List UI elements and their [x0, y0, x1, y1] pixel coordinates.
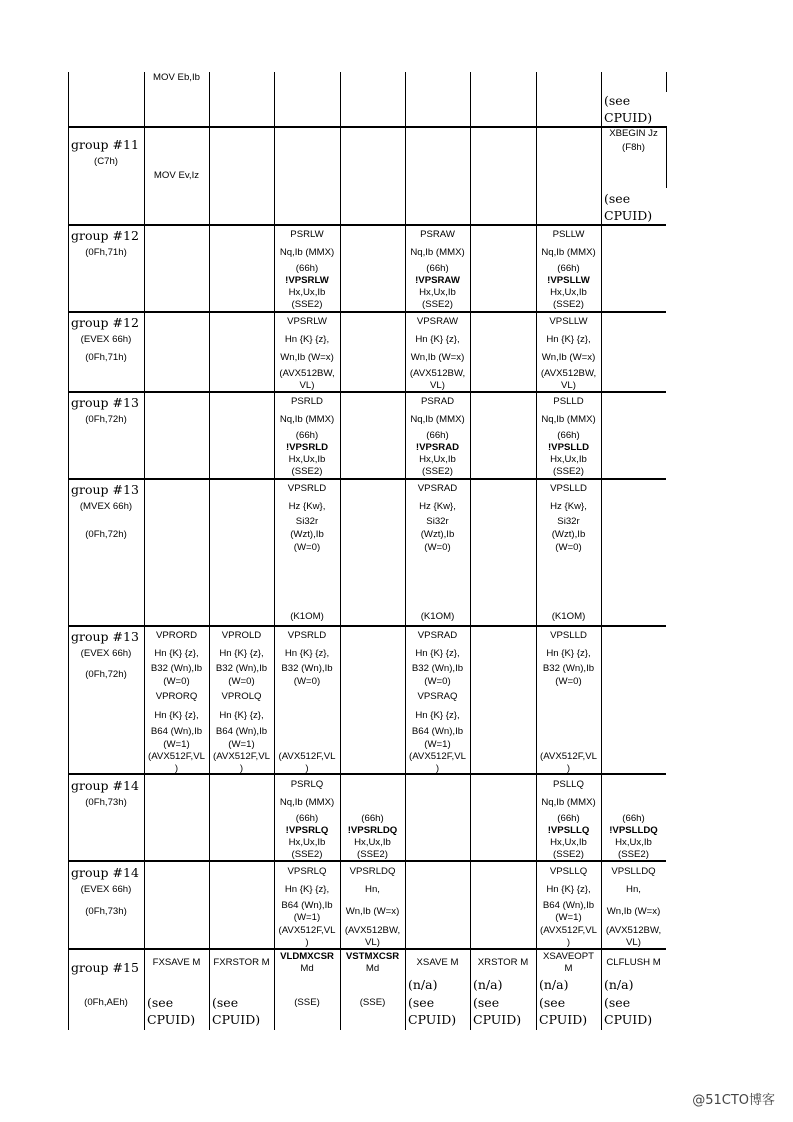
cell-text: ) [435, 763, 440, 774]
cell-text: VSTMXCSR [345, 951, 400, 962]
group-label: group #14 [71, 778, 139, 793]
cell-text: (Wzt),Ib [420, 529, 455, 540]
opcode-label: (0Fh,72h) [85, 529, 127, 540]
cell-text: Wn,Ib (W=x) [410, 352, 465, 363]
cell-text: (see [408, 995, 435, 1010]
cell-text: (W=1) [163, 739, 190, 750]
cell-text: Md [365, 963, 380, 974]
cell-text: Wn,Ib (W=x) [280, 352, 334, 363]
cell-text: B64 (Wn),Ib [281, 900, 333, 911]
cell-text: !VPSRLQ [285, 825, 329, 836]
cell-text: (K1OM) [290, 611, 324, 622]
cell-text: Hn, [626, 884, 641, 895]
cell-text: (66h) [557, 430, 580, 441]
cell-text: (66h) [557, 263, 580, 274]
cell-text: (SSE2) [357, 849, 388, 860]
cell-text: CPUID) [604, 1012, 653, 1027]
cell-text: !VPSLLDQ [609, 825, 658, 836]
cell-text: B64 (Wn),Ib [542, 900, 595, 911]
cell-text: PSLLD [553, 396, 584, 407]
cell-text: Wn,Ib (W=x) [541, 352, 596, 363]
cell-text: VPRORQ [155, 691, 198, 702]
opcode-label: (0Fh,71h) [85, 352, 127, 363]
row-border [68, 478, 666, 480]
cell-text: FXRSTOR M [213, 957, 270, 968]
cell-text: (see [604, 995, 631, 1010]
cell-text: (n/a) [539, 977, 569, 992]
cell-text: Hx,Ux,Ib [419, 454, 456, 465]
cell-text: Hn {K} {z}, [284, 884, 330, 895]
cell-text: Hn {K} {z}, [415, 334, 460, 345]
cell-text: XRSTOR M [477, 957, 529, 968]
opcode-label: (0Fh,72h) [85, 414, 127, 425]
cell-text: CPUID) [604, 110, 653, 125]
cell-text: B32 (Wn),Ib [411, 663, 464, 674]
cell-text: !VPSLLW [547, 275, 590, 286]
cell-text: (W=0) [424, 542, 451, 553]
cell-text: (Wzt),Ib [551, 529, 586, 540]
cell-text: (SSE2) [553, 466, 584, 477]
opcode-label: (EVEX 66h) [80, 884, 132, 895]
cell-text: PSRLD [291, 396, 323, 407]
cell-text: (AVX512F,VL [213, 751, 270, 762]
cell-text: Wn,Ib (W=x) [606, 906, 661, 917]
cell-text: (SSE2) [553, 849, 584, 860]
cell-text: (W=0) [555, 676, 582, 687]
cell-text: (F8h) [622, 142, 645, 153]
cell-text: B32 (Wn),Ib [542, 663, 595, 674]
cell-text: (AVX512BW, [279, 368, 335, 379]
cell-text: (W=0) [555, 542, 582, 553]
cell-text: (66h) [622, 813, 645, 824]
cell-text: Hx,Ux,Ib [550, 837, 587, 848]
column-border [470, 72, 471, 1030]
group-label: group #13 [71, 629, 139, 644]
cell-text: VPSRAD [417, 483, 458, 494]
cell-text: (K1OM) [420, 611, 455, 622]
cell-text: (66h) [295, 263, 319, 274]
watermark: @51CTO博客 [692, 1093, 775, 1108]
cell-text: PSRAD [420, 396, 455, 407]
cell-text: Hz {Kw}, [550, 501, 587, 512]
cell-text: Hx,Ux,Ib [288, 287, 326, 298]
cell-text: (AVX512BW, [540, 368, 597, 379]
cell-text: Hn {K} {z}, [154, 710, 199, 721]
group-label: group #11 [71, 137, 139, 152]
cell-text: FXSAVE M [152, 957, 201, 968]
cell-text: (SSE2) [291, 849, 323, 860]
cell-text: (66h) [295, 813, 319, 824]
group-label: group #12 [71, 228, 139, 243]
cell-text: VPSLLQ [549, 866, 588, 877]
group-label: group #13 [71, 395, 139, 410]
cell-text: XBEGIN Jz [609, 128, 658, 139]
cell-text: (66h) [295, 430, 319, 441]
cell-text: VPSLLDQ [611, 866, 656, 877]
cell-text: B32 (Wn),Ib [215, 663, 268, 674]
cell-text: Hn {K} {z}, [415, 710, 460, 721]
cell-text: VPSRAW [416, 316, 459, 327]
cell-text: (SSE2) [422, 466, 453, 477]
cell-text: CPUID) [604, 208, 653, 223]
cell-text: ) [305, 763, 309, 774]
cell-text: Hn {K} {z}, [546, 648, 591, 659]
cell-text: MOV Eb,Ib [153, 72, 200, 83]
cell-text: Hn {K} {z}, [284, 648, 330, 659]
cell-text: (66h) [426, 263, 449, 274]
cell-text: (W=1) [228, 739, 255, 750]
opcode-label: (C7h) [94, 156, 118, 167]
cell-text: (SSE2) [422, 299, 453, 310]
cell-text: (SSE2) [553, 299, 584, 310]
cell-text: VPROLQ [221, 691, 262, 702]
cell-text: PSLLQ [553, 779, 584, 790]
cell-text: Hn {K} {z}, [284, 334, 330, 345]
cell-text: VPSRLD [287, 630, 327, 641]
column-border [666, 126, 667, 188]
cell-text: Si32r [295, 516, 319, 527]
cell-text: M [564, 963, 573, 974]
cell-text: B32 (Wn),Ib [281, 663, 333, 674]
cell-text: CPUID) [473, 1012, 522, 1027]
cell-text: VPSRLW [287, 316, 327, 327]
cell-text: VL) [430, 380, 445, 391]
cell-text: Nq,Ib (MMX) [279, 414, 335, 425]
cell-text: !VPSRLD [285, 442, 329, 453]
cell-text: Hz {Kw}, [419, 501, 456, 512]
cell-text: (AVX512F,VL [409, 751, 466, 762]
cell-text: VL) [299, 380, 315, 391]
opcode-label: (0Fh,73h) [85, 797, 127, 808]
cell-text: PSRLW [290, 229, 324, 240]
cell-text: Hx,Ux,Ib [288, 454, 326, 465]
cell-text: ) [174, 763, 179, 774]
cell-text: Hn {K} {z}, [219, 710, 264, 721]
cell-text: Nq,Ib (MMX) [279, 797, 335, 808]
cell-text: Si32r [426, 516, 449, 527]
cell-text: (see [212, 995, 239, 1010]
cell-text: (AVX512F,VL [540, 751, 597, 762]
cell-text: (Wzt),Ib [290, 529, 324, 540]
cell-text: CPUID) [147, 1012, 196, 1027]
group-label: group #13 [71, 482, 139, 497]
cell-text: Hn {K} {z}, [415, 648, 460, 659]
cell-text: VPSRAQ [417, 691, 458, 702]
cell-text: XSAVE M [416, 957, 459, 968]
cell-text: (AVX512BW, [605, 925, 662, 936]
cell-text: (see [539, 995, 566, 1010]
cell-text: Nq,Ib (MMX) [541, 247, 596, 258]
cell-text: (see [147, 995, 174, 1010]
cell-text: !VPSRAW [415, 275, 460, 286]
cell-text: Hx,Ux,Ib [354, 837, 391, 848]
row-border [68, 311, 666, 313]
cell-text: B64 (Wn),Ib [215, 726, 268, 737]
cell-text: VL) [626, 937, 641, 948]
cell-text: PSRAW [420, 229, 455, 240]
cell-text: CPUID) [408, 1012, 457, 1027]
group-label: group #12 [71, 315, 139, 330]
cell-text: (AVX512F,VL [278, 751, 336, 762]
cell-text: Hn {K} {z}, [154, 648, 199, 659]
cell-text: VPROLD [221, 630, 262, 641]
cell-text: !VPSRLDQ [347, 825, 398, 836]
opcode-label: (EVEX 66h) [80, 648, 132, 659]
opcode-label: (0Fh,AEh) [84, 997, 128, 1008]
cell-text: VPSLLD [550, 483, 587, 494]
cell-text: (W=0) [293, 676, 321, 687]
cell-text: Nq,Ib (MMX) [410, 414, 465, 425]
cell-text: CLFLUSH M [606, 957, 661, 968]
cell-text: Hn {K} {z}, [546, 884, 591, 895]
cell-text: (SSE2) [291, 466, 323, 477]
column-border [666, 72, 667, 92]
cell-text: VPSLLW [549, 316, 588, 327]
cell-text: Hz {Kw}, [288, 501, 326, 512]
row-border [68, 625, 666, 627]
cell-text: (W=1) [424, 739, 451, 750]
cell-text: VL) [365, 937, 380, 948]
cell-text: (66h) [557, 813, 580, 824]
cell-text: VPSRLD [287, 483, 327, 494]
cell-text: (W=0) [228, 676, 255, 687]
cell-text: !VPSRAD [415, 442, 460, 453]
cell-text: XSAVEOPT [542, 951, 594, 962]
cell-text: PSLLW [552, 229, 585, 240]
cell-text: (see [604, 93, 631, 108]
cell-text: VPSLLD [550, 630, 587, 641]
cell-text: (AVX512BW, [344, 925, 401, 936]
cell-text: MOV Ev,Iz [153, 170, 200, 181]
cell-text: Nq,Ib (MMX) [541, 414, 596, 425]
cell-text: (W=0) [424, 676, 451, 687]
cell-text: Md [300, 963, 314, 974]
cell-text: (AVX512F,VL [278, 925, 336, 936]
cell-text: (AVX512F,VL [148, 751, 205, 762]
opcode-label: (0Fh,71h) [85, 247, 127, 258]
cell-text: !VPSLLD [547, 442, 590, 453]
cell-text: VLDMXCSR [280, 951, 334, 962]
cell-text: (n/a) [408, 977, 438, 992]
cell-text: Hn {K} {z}, [219, 648, 264, 659]
cell-text: B32 (Wn),Ib [150, 663, 203, 674]
cell-text: Hx,Ux,Ib [419, 287, 456, 298]
opcode-label: (EVEX 66h) [80, 334, 132, 345]
column-border [144, 72, 145, 1030]
group-label: group #14 [71, 865, 139, 880]
cell-text: VPSRLQ [287, 866, 327, 877]
cell-text: Hn, [365, 884, 380, 895]
cell-text: Wn,Ib (W=x) [345, 906, 400, 917]
cell-text: !VPSLLQ [547, 825, 590, 836]
cell-text: (W=1) [555, 912, 582, 923]
column-border [209, 72, 210, 1030]
cell-text: CPUID) [539, 1012, 588, 1027]
cell-text: (66h) [426, 430, 449, 441]
cell-text: (66h) [361, 813, 384, 824]
cell-text: (W=0) [293, 542, 321, 553]
opcode-label: (0Fh,73h) [85, 906, 127, 917]
cell-text: Hx,Ux,Ib [615, 837, 652, 848]
cell-text: (AVX512BW, [409, 368, 466, 379]
cell-text: (SSE) [359, 997, 386, 1008]
cell-text: ) [566, 763, 571, 774]
cell-text: Hx,Ux,Ib [550, 454, 587, 465]
cell-text: CPUID) [212, 1012, 261, 1027]
group-label: group #15 [71, 960, 139, 975]
cell-text: (see [473, 995, 500, 1010]
cell-text: Nq,Ib (MMX) [541, 797, 596, 808]
cell-text: (SSE2) [618, 849, 649, 860]
opcode-label: (MVEX 66h) [79, 501, 133, 512]
cell-text: ) [305, 937, 309, 948]
cell-text: VPSRAD [417, 630, 458, 641]
cell-text: Hn {K} {z}, [546, 334, 591, 345]
cell-text: VPRORD [155, 630, 198, 641]
cell-text: VPSRLDQ [349, 866, 396, 877]
cell-text: B64 (Wn),Ib [150, 726, 203, 737]
cell-text: PSRLQ [290, 779, 324, 790]
cell-text: VL) [561, 380, 576, 391]
cell-text: Nq,Ib (MMX) [410, 247, 465, 258]
cell-text: (n/a) [473, 977, 503, 992]
cell-text: (K1OM) [551, 611, 586, 622]
cell-text: (n/a) [604, 977, 634, 992]
cell-text: (SSE) [294, 997, 320, 1008]
cell-text: B64 (Wn),Ib [411, 726, 464, 737]
row-border [68, 224, 666, 226]
cell-text: (W=1) [293, 912, 321, 923]
cell-text: (AVX512F,VL [540, 925, 597, 936]
cell-text: Hx,Ux,Ib [550, 287, 587, 298]
cell-text: ) [239, 763, 244, 774]
cell-text: ) [566, 937, 571, 948]
cell-text: (W=0) [163, 676, 190, 687]
cell-text: Hx,Ux,Ib [288, 837, 326, 848]
row-border [68, 126, 666, 128]
cell-text: Nq,Ib (MMX) [279, 247, 335, 258]
opcode-label: (0Fh,72h) [85, 669, 127, 680]
cell-text: !VPSRLW [285, 275, 329, 286]
cell-text: (SSE2) [291, 299, 323, 310]
cell-text: Si32r [557, 516, 580, 527]
cell-text: (see [604, 191, 631, 206]
